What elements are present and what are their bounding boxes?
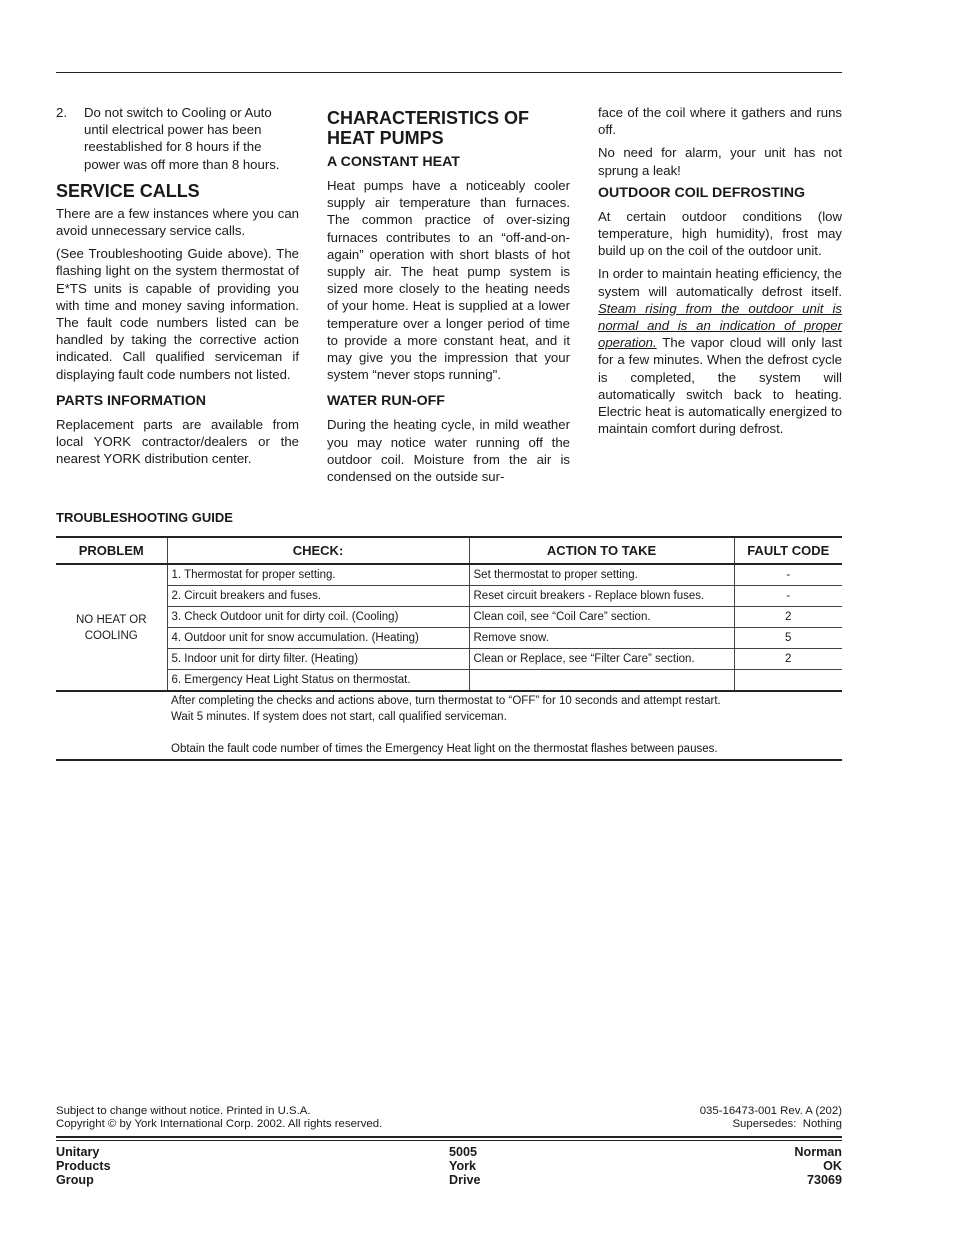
address-right — [794, 1145, 842, 1187]
check-cell: 6. Emergency Heat Light Status on thermostat. — [167, 670, 469, 692]
parts-information-text: Replacement parts are available from local YORK contractor/dealers or the nearest YORK distribution center. — [56, 416, 299, 467]
footer-notice: Subject to change without notice. Printed in U.S.A. — [56, 1105, 311, 1117]
table-row — [56, 628, 842, 649]
numbered-item — [56, 104, 299, 173]
service-calls-heading: SERVICE CALLS — [56, 180, 200, 201]
check-cell: 4. Outdoor unit for snow accumulation. (Heating) — [167, 628, 469, 649]
footer-rule-thick — [56, 1136, 842, 1138]
constant-heat-text: Heat pumps have a noticeably cooler supply air temperature than furnaces. The common practice of over-sizing furnaces contributes to an “off-and-on-again” operation with short blasts of hot supply air. The heat pump system is sized more closely to the heating needs of your home. Heat is supplied at a lower temperature over a longer period of time to provide a more constant heat, and it may give you the impression that your system “never stops running". — [327, 178, 570, 383]
notes-spacer — [56, 691, 167, 760]
notes-cell — [167, 691, 842, 760]
service-calls-paragraph-1: There are a few instances where you can avoid unnecessary service calls. — [56, 205, 299, 239]
no-alarm-text: No need for alarm, your unit has not sprung a leak! — [598, 145, 842, 178]
characteristics-heading: CHARACTERISTICS OF HEAT PUMPS — [327, 108, 529, 148]
header-check: CHECK: — [167, 537, 469, 564]
check-cell: 5. Indoor unit for dirty filter. (Heating) — [167, 649, 469, 670]
table-row — [56, 586, 842, 607]
footer-doc-block — [700, 1105, 842, 1131]
note-restart: After completing the checks and actions above, turn thermostat to “OFF” for 10 seconds and attempt restart. Wait 5 minutes. If system does not start, call qualified serviceman. — [171, 695, 721, 723]
address-line: Unitary — [56, 1145, 100, 1159]
address-line: 5005 — [449, 1145, 478, 1159]
column-1 — [56, 104, 299, 473]
defrost-text-start: In order to maintain heating efficiency, the system will automatically defrost itself. — [598, 266, 842, 299]
troubleshooting-table — [56, 536, 842, 761]
table-row — [56, 564, 842, 586]
water-runoff-continued: face of the coil where it gathers and runs off. — [598, 105, 842, 138]
address-center — [449, 1145, 481, 1187]
table-row — [56, 607, 842, 628]
action-cell: Set thermostat to proper setting. — [469, 564, 734, 586]
constant-heat-heading: A CONSTANT HEAT — [327, 154, 460, 170]
address-line: 73069 — [806, 1173, 842, 1187]
address-line: Norman — [794, 1145, 842, 1159]
problem-cell: NO HEAT OR COOLING — [56, 564, 167, 691]
address-line: OK — [823, 1159, 842, 1173]
footer-doc-number: 035-16473-001 Rev. A (202) — [699, 1105, 842, 1117]
address-line: Group — [56, 1173, 94, 1187]
address-line: York — [449, 1159, 477, 1173]
fault-code-cell: - — [734, 586, 842, 607]
footer-rule-thin — [56, 1140, 842, 1141]
footer-notice-block — [56, 1105, 382, 1131]
column-2 — [327, 104, 570, 491]
check-cell: 2. Circuit breakers and fuses. — [167, 586, 469, 607]
top-rule — [56, 72, 842, 73]
table-header-row — [56, 537, 842, 564]
fault-code-cell: 2 — [734, 607, 842, 628]
defrost-paragraph-2 — [598, 265, 842, 437]
item-number: 2. — [56, 105, 67, 120]
defrost-heading: OUTDOOR COIL DEFROSTING — [598, 184, 806, 201]
header-problem: PROBLEM — [56, 537, 167, 564]
address-line: Products — [56, 1159, 111, 1173]
action-cell: Remove snow. — [469, 628, 734, 649]
item-text: Do not switch to Cooling or Auto until electrical power has been reestablished for 8 hours if the power was off more than 8 hours. — [84, 105, 280, 172]
action-cell: Reset circuit breakers - Replace blown fuses. — [469, 586, 734, 607]
check-cell: 1. Thermostat for proper setting. — [167, 564, 469, 586]
table-row — [56, 670, 842, 692]
footer-supersedes: Supersedes: Nothing — [732, 1118, 842, 1130]
fault-code-cell: 2 — [734, 649, 842, 670]
header-action: ACTION TO TAKE — [469, 537, 734, 564]
fault-code-cell: - — [734, 564, 842, 586]
action-cell: Clean or Replace, see “Filter Care” section. — [469, 649, 734, 670]
troubleshooting-title: TROUBLESHOOTING GUIDE — [56, 510, 233, 525]
check-cell: 3. Check Outdoor unit for dirty coil. (Cooling) — [167, 607, 469, 628]
address-line: Drive — [449, 1173, 481, 1187]
parts-information-heading: PARTS INFORMATION — [56, 392, 207, 409]
header-fault-code: FAULT CODE — [734, 537, 842, 564]
defrost-underlined-text: Steam rising from the outdoor unit is normal and is an indication of proper operation. — [598, 300, 842, 351]
table-row — [56, 649, 842, 670]
note-fault-code: Obtain the fault code number of times the Emergency Heat light on the thermostat flashes between pauses. — [171, 743, 718, 755]
address-left — [56, 1145, 111, 1187]
footer-copyright: Copyright © by York International Corp. 2002. All rights reserved. — [56, 1118, 383, 1130]
water-runoff-heading: WATER RUN-OFF — [327, 393, 445, 410]
column-3 — [598, 104, 842, 443]
water-runoff-text: During the heating cycle, in mild weather you may notice water running off the outdoor coil. Moisture from the air is condensed on the outside sur- — [327, 417, 570, 485]
service-calls-paragraph-2: (See Troubleshooting Guide above). The flashing light on the system thermostat of E*TS units is capable of providing you with time and money saving information. The fault code numbers listed can be handled by taking the corrective action indicated. Call qualified serviceman if displaying fault code numbers not listed. — [56, 246, 299, 382]
fault-code-cell — [734, 670, 842, 692]
fault-code-cell: 5 — [734, 628, 842, 649]
defrost-text-end: The vapor cloud will only last for a few minutes. When the defrost cycle is completed, the system will automatically switch back to heating. Electric heat is automatically energized to maintain comfort during defrost. — [598, 335, 842, 437]
table-notes-row — [56, 691, 842, 760]
action-cell — [469, 670, 734, 692]
defrost-paragraph-1: At certain outdoor conditions (low temperature, high humidity), frost may build up on the coil of the outdoor unit. — [598, 208, 842, 259]
action-cell: Clean coil, see “Coil Care” section. — [469, 607, 734, 628]
